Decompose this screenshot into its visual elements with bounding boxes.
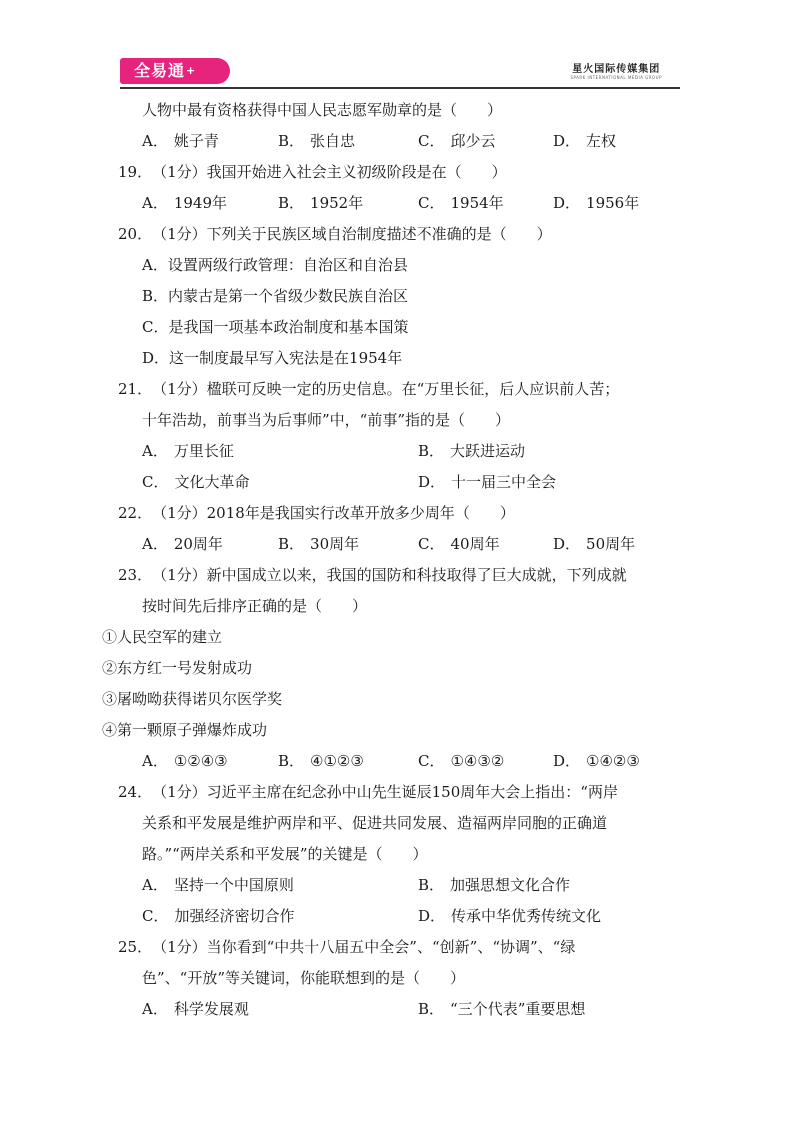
question-number: 21．: [118, 380, 153, 398]
option-a[interactable]: A． 坚持一个中国原则: [142, 876, 294, 894]
option-a[interactable]: A．设置两级行政管理：自治区和自治县: [142, 256, 408, 274]
option-c[interactable]: C． ①④③②: [418, 752, 505, 770]
option-c[interactable]: C． 1954年: [418, 194, 504, 212]
question-25-options-row1: [118, 994, 688, 1025]
question-19-stem: 19．（1分）我国开始进入社会主义初级阶段是在（ ）: [118, 157, 688, 188]
question-number: 25．: [118, 938, 153, 956]
option-b[interactable]: B． ④①②③: [278, 752, 364, 770]
question-24-stem-cont-1: 关系和平发展是维护两岸和平、促进共同发展、造福两岸同胞的正确道: [142, 814, 608, 832]
option-d[interactable]: D．这一制度最早写入宪法是在1954年: [142, 349, 403, 367]
option-a[interactable]: A． 科学发展观: [142, 1000, 249, 1018]
option-d[interactable]: D． 传承中华优秀传统文化: [418, 907, 602, 925]
question-24-options-row1: [118, 870, 688, 901]
page-header: [120, 55, 680, 95]
option-c[interactable]: C． 加强经济密切合作: [142, 907, 295, 925]
question-20-stem: 20．（1分）下列关于民族区域自治制度描述不准确的是（ ）: [118, 219, 688, 250]
question-22-stem: 22．（1分）2018年是我国实行改革开放多少周年（ ）: [118, 498, 688, 529]
publisher-name: 星火国际传媒集团: [572, 64, 661, 75]
question-23-item-3: ③屠呦呦获得诺贝尔医学奖: [102, 690, 283, 708]
question-23-stem-cont: 按时间先后排序正确的是（ ）: [142, 597, 368, 615]
option-a[interactable]: A． ①②④③: [142, 752, 228, 770]
question-list: [102, 95, 688, 1025]
question-18-stem: 人物中最有资格获得中国人民志愿军勋章的是（ ）: [142, 101, 503, 119]
option-d[interactable]: D． 50周年: [553, 535, 636, 553]
option-c[interactable]: C．是我国一项基本政治制度和基本国策: [142, 318, 409, 336]
option-b[interactable]: B．内蒙古是第一个省级少数民族自治区: [142, 287, 409, 305]
question-number: 19．: [118, 163, 153, 181]
question-25-stem-cont: 色”、“开放”等关键词，你能联想到的是（ ）: [142, 969, 466, 987]
question-21-stem-cont: 十年浩劫，前事当为后事师”中，“前事”指的是（ ）: [142, 411, 511, 429]
option-d[interactable]: D． 十一届三中全会: [418, 473, 557, 491]
option-b[interactable]: B． 30周年: [278, 535, 360, 553]
question-21-stem: 21．（1分）楹联可反映一定的历史信息。在“万里长征，后人应识前人苦；: [118, 374, 688, 405]
question-24-stem-cont-2: 路。”“两岸关系和平发展”的关键是（ ）: [142, 845, 428, 863]
option-a[interactable]: A． 万里长征: [142, 442, 234, 460]
question-24-stem: 24．（1分）习近平主席在纪念孙中山先生诞辰150周年大会上指出：“两岸: [118, 777, 688, 808]
brand-logo: [120, 58, 230, 84]
option-d[interactable]: D． ①④②③: [553, 752, 640, 770]
option-d[interactable]: D． 1956年: [553, 194, 640, 212]
option-b[interactable]: B． 1952年: [278, 194, 364, 212]
question-24-options-row2: [118, 901, 688, 932]
question-23-item-4: ④第一颗原子弹爆炸成功: [102, 721, 268, 739]
header-rule: [120, 87, 680, 89]
question-number: 24．: [118, 783, 153, 801]
question-number: 22．: [118, 504, 153, 522]
logo-plus: +: [186, 64, 197, 77]
question-18-options: [118, 126, 688, 157]
question-25-stem: 25．（1分）当你看到“中共十八届五中全会”、“创新”、“协调”、“绿: [118, 932, 688, 963]
question-23-item-2: ②东方红一号发射成功: [102, 659, 253, 677]
option-d[interactable]: D． 左权: [553, 132, 617, 150]
question-23-item-1: ①人民空军的建立: [102, 628, 223, 646]
option-c[interactable]: C． 40周年: [418, 535, 500, 553]
publisher-brand: [570, 60, 662, 80]
option-b[interactable]: B． 大跃进运动: [418, 442, 526, 460]
question-22-options: [118, 529, 688, 560]
option-b[interactable]: B． “三个代表”重要思想: [418, 1000, 586, 1018]
option-c[interactable]: C． 文化大革命: [142, 473, 250, 491]
option-c[interactable]: C． 邱少云: [418, 132, 496, 150]
option-a[interactable]: A． 姚子青: [142, 132, 219, 150]
option-a[interactable]: A． 20周年: [142, 535, 223, 553]
question-23-stem: 23．（1分）新中国成立以来，我国的国防和科技取得了巨大成就，下列成就: [118, 560, 688, 591]
logo-text: 全易通: [134, 61, 186, 80]
question-21-options-row2: [118, 467, 688, 498]
question-number: 23．: [118, 566, 153, 584]
question-19-options: [118, 188, 688, 219]
question-number: 20．: [118, 225, 153, 243]
publisher-name-en: SPARK INTERNATIONAL MEDIA GROUP: [570, 75, 662, 80]
question-23-options: [118, 746, 688, 777]
option-b[interactable]: B． 加强思想文化合作: [418, 876, 571, 894]
option-a[interactable]: A． 1949年: [142, 194, 228, 212]
question-21-options-row1: [118, 436, 688, 467]
option-b[interactable]: B． 张自忠: [278, 132, 356, 150]
